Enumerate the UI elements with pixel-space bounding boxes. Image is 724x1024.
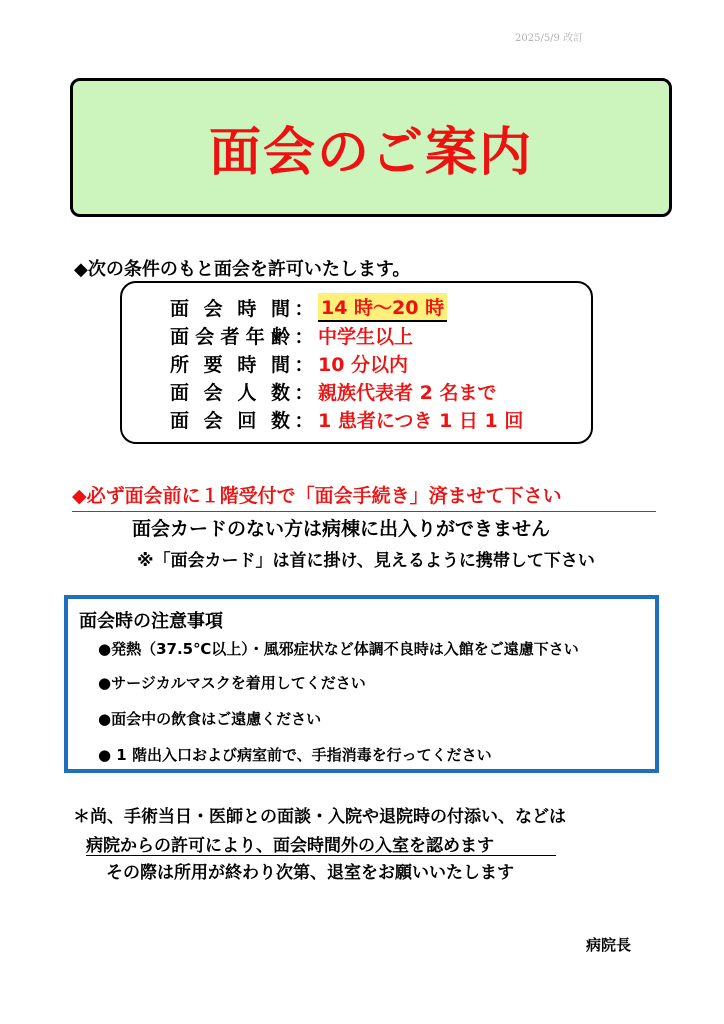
title-banner: [70, 78, 672, 217]
condition-visitor-age: [170, 321, 413, 349]
condition-visit-frequency: [170, 405, 523, 433]
exception-note-line3: その際は所用が終わり次第、退室をお願いいたします: [106, 863, 514, 883]
condition-separator: ：: [294, 353, 314, 376]
condition-duration: [170, 349, 408, 377]
revision-date: 2025/5/9 改訂: [515, 33, 584, 44]
condition-label: 所要時間: [170, 353, 290, 376]
condition-value: 10 分以内: [318, 353, 409, 376]
condition-separator: ：: [294, 297, 314, 320]
condition-value: 1 患者につき 1 日 1 回: [318, 409, 524, 432]
condition-value: 中学生以上: [318, 325, 414, 348]
condition-value: 親族代表者 2 名まで: [318, 381, 497, 404]
condition-label: 面会者年齢: [170, 325, 290, 348]
caution-item: ●発熱（37.5℃以上）・風邪症状など体調不良時は入館をご遠慮下さい: [98, 640, 579, 658]
condition-separator: ：: [294, 409, 314, 432]
condition-visiting-hours: [170, 293, 447, 321]
condition-label: 面会人数: [170, 381, 290, 404]
conditions-intro: ◆次の条件のもと面会を許可いたします。: [74, 259, 411, 280]
caution-panel: [64, 595, 659, 773]
condition-visitor-count: [170, 377, 496, 405]
caution-title: 面会時の注意事項: [79, 611, 223, 632]
exception-note-line2: 病院からの許可により、面会時間外の入室を認めます: [86, 836, 494, 856]
condition-label: 面会回数: [170, 409, 290, 432]
page-title: 面会のご案内: [208, 123, 533, 183]
caution-item: ● 1 階出入口および病室前で、手指消毒を行ってください: [98, 746, 492, 764]
condition-value: 14 時〜20 時: [318, 293, 447, 322]
registration-required-notice: ◆必ず面会前に１階受付で「面会手続き」済ませて下さい: [72, 481, 656, 512]
condition-separator: ：: [294, 381, 314, 404]
condition-separator: ：: [294, 325, 314, 348]
divider: [86, 855, 556, 856]
visit-card-note: ※「面会カード」は首に掛け、見えるように携帯して下さい: [137, 551, 595, 571]
exception-note-line1: ＊尚、手術当日・医師との面談・入院や退院時の付添い、などは: [73, 807, 566, 827]
condition-label: 面会時間: [170, 297, 290, 320]
conditions-panel: [120, 281, 593, 444]
caution-item: ●面会中の飲食はご遠慮ください: [98, 710, 322, 728]
signer: 病院長: [586, 936, 632, 954]
no-card-notice: 面会カードのない方は病棟に出入りができません: [132, 518, 551, 540]
caution-item: ●サージカルマスクを着用してください: [98, 674, 366, 692]
